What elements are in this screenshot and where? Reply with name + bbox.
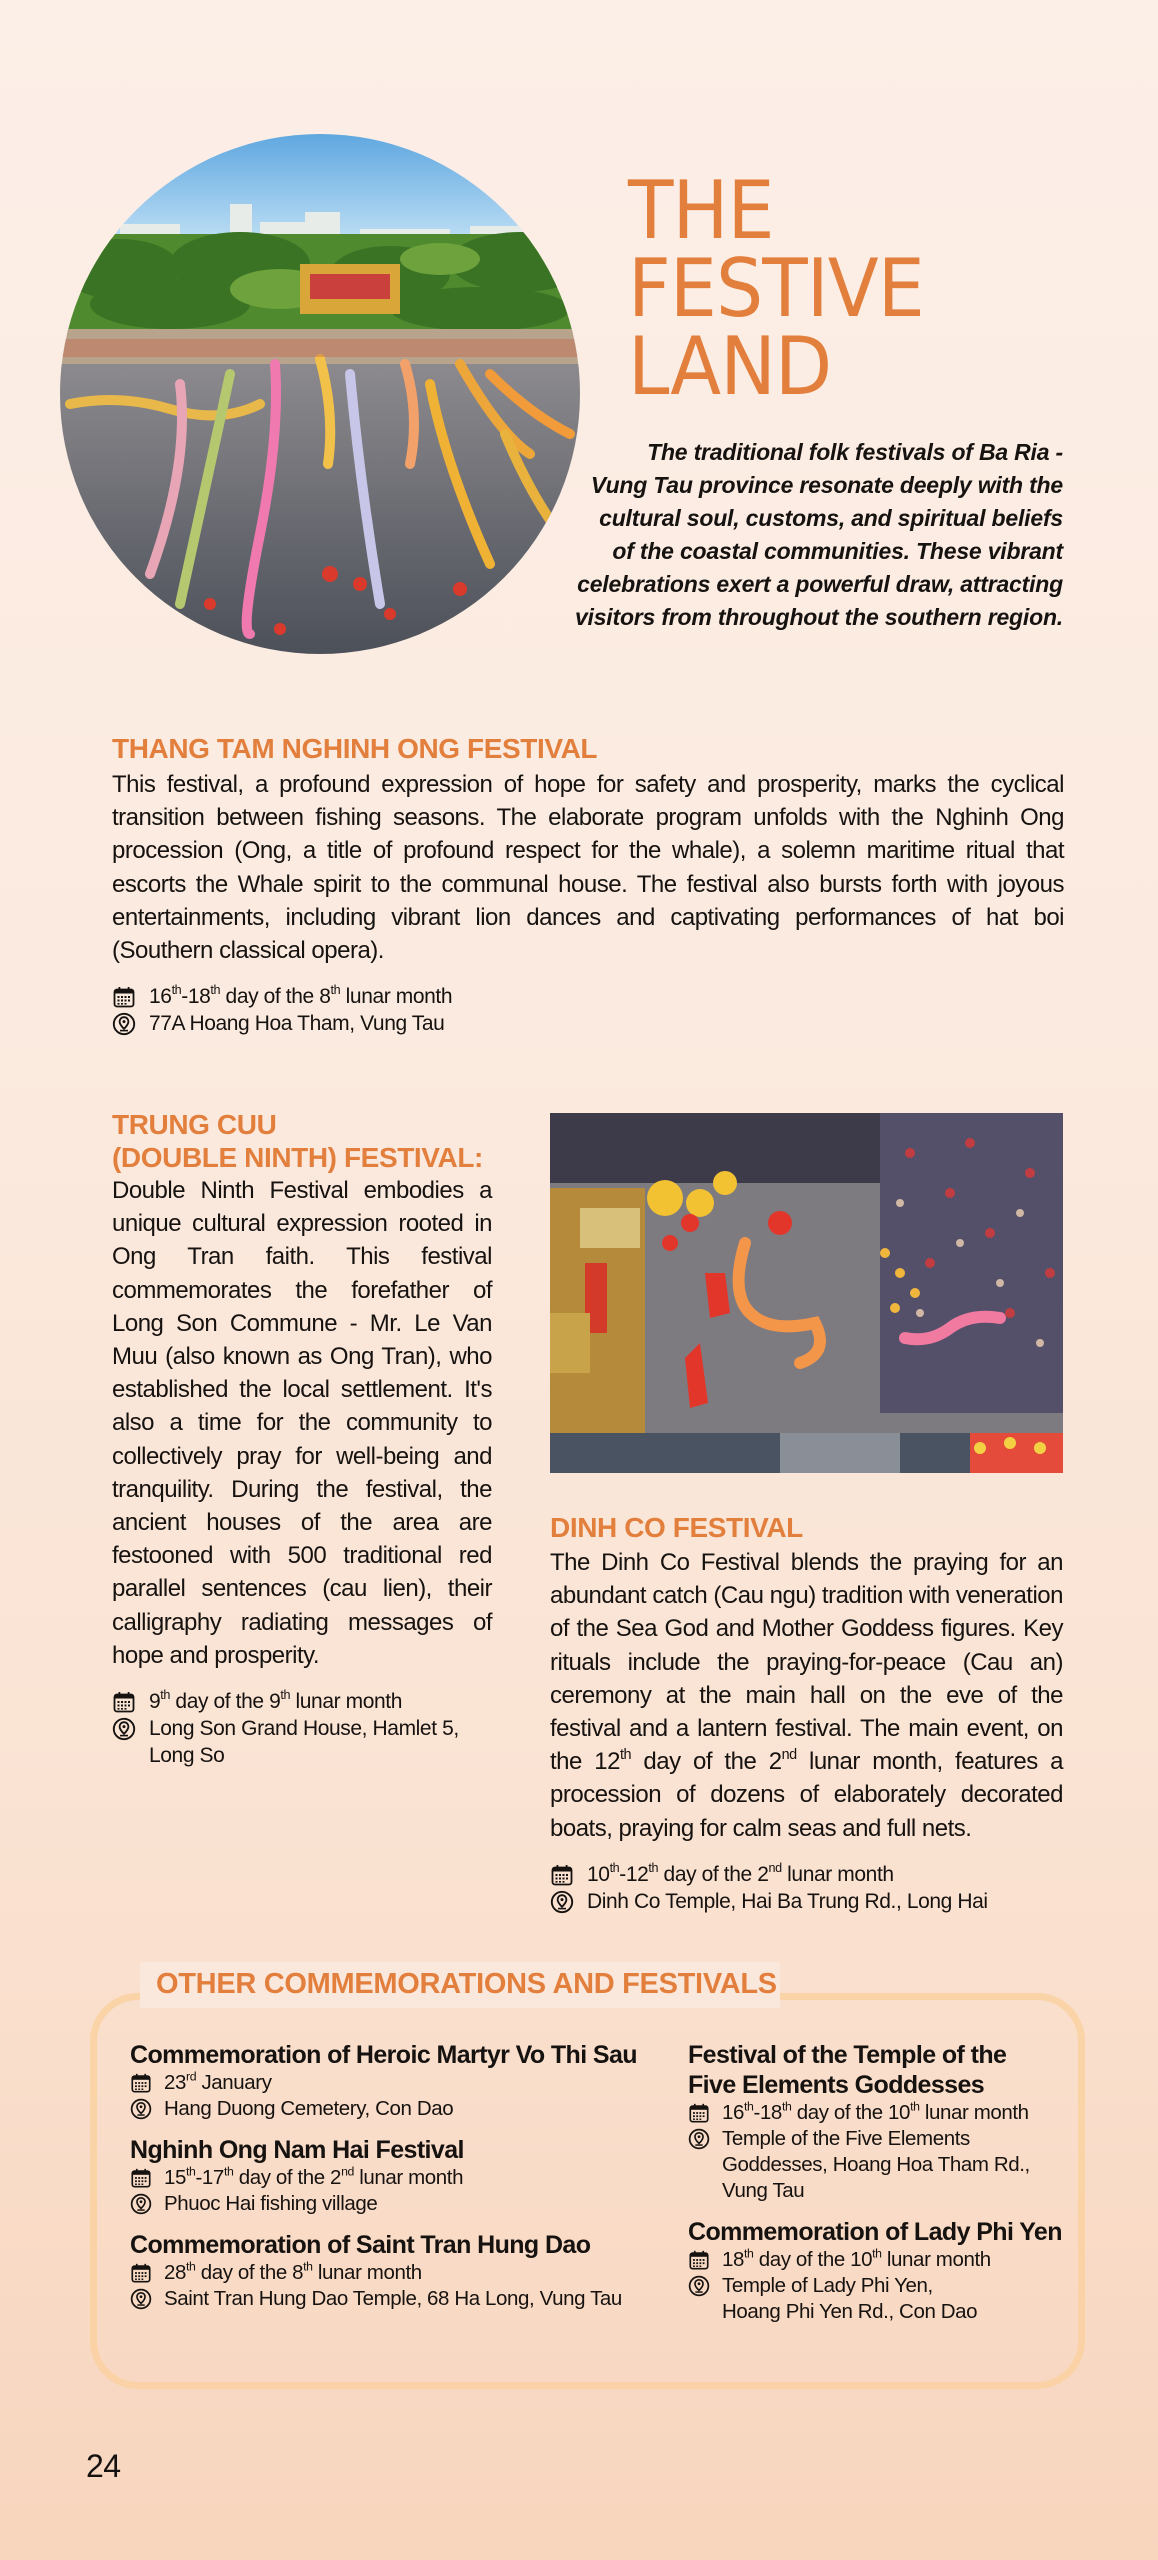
text-fragment: lunar month (919, 2101, 1029, 2124)
text-fragment: Long So (149, 1744, 225, 1768)
hero-photo-dragon-parade (60, 134, 580, 654)
calendar-icon (130, 2262, 152, 2284)
text-fragment: 16 (149, 985, 172, 1009)
text-fragment: 17 (201, 2166, 224, 2189)
map-pin-icon (688, 2128, 710, 2150)
map-pin-icon (688, 2275, 710, 2297)
event-item (130, 2040, 660, 2122)
text-fragment: 23 (164, 2071, 187, 2094)
dinh-co-festival-photo (550, 1113, 1063, 1473)
date-text (149, 1688, 402, 1715)
date-row (112, 1688, 492, 1715)
text-fragment: (DOUBLE NINTH) FESTIVAL: (112, 1142, 483, 1173)
map-pin-icon (130, 2288, 152, 2310)
text-fragment: day of the (658, 1862, 758, 1886)
text-fragment: Festival of the Temple of the (688, 2041, 1007, 2069)
map-pin-icon (550, 1890, 574, 1914)
location-text (149, 1715, 459, 1769)
location-text (722, 2126, 1030, 2204)
location-text: Phuoc Hai fishing village (164, 2192, 378, 2215)
map-pin-icon (112, 1012, 136, 1036)
date-row (550, 1861, 1063, 1888)
calendar-icon (112, 985, 136, 1009)
festival-title (112, 1108, 492, 1174)
date-text (164, 2070, 272, 2096)
festival-meta (112, 1688, 492, 1769)
ordinal-suffix: nd (341, 2164, 354, 2179)
text-fragment: 18 (722, 2248, 745, 2271)
event-title (688, 2040, 1068, 2100)
ordinal-suffix: nd (781, 1747, 797, 1764)
intro-line: of the coastal communities. These vibrant (612, 538, 1063, 564)
festival-description: This festival, a profound expression of hope for safety and prosperity, marks the cyclical transition between fishing seasons. The elaborate program unfolds with the Nghinh Ong procession (Ong, a title of profound respect for the whale), a solemn maritime ritual that escorts the Whale spirit to the communal house. The festival also bursts forth with joyous entertainments, including vibrant lion dances and captivating performances of hat boi (Southern classical opera). (112, 771, 1064, 965)
festival-meta (112, 983, 1064, 1037)
text-fragment: 18 (187, 985, 211, 1009)
date-row (130, 2070, 660, 2096)
location-text: Hang Duong Cemetery, Con Dao (164, 2097, 454, 2120)
text-fragment: Temple of Lady Phi Yen, (722, 2274, 933, 2297)
ordinal-suffix: th (171, 983, 182, 998)
other-festivals-left-column (130, 2040, 660, 2325)
event-title: Commemoration of Saint Tran Hung Dao (130, 2231, 591, 2259)
location-row (130, 2286, 660, 2312)
event-item (130, 2230, 660, 2312)
text-fragment: day of the (791, 2101, 889, 2124)
text-fragment: 16 (722, 2101, 745, 2124)
date-row (688, 2247, 1068, 2273)
date-text (164, 2260, 422, 2286)
text-fragment: 15 (164, 2166, 187, 2189)
text-fragment: Five Elements Goddesses (688, 2071, 985, 2099)
text-fragment: - (181, 985, 188, 1009)
text-fragment: lunar month (290, 1690, 403, 1714)
text-fragment: 10 (888, 2101, 911, 2124)
date-row (130, 2260, 660, 2286)
text-fragment: TRUNG CUU (112, 1109, 277, 1140)
calendar-icon (130, 2167, 152, 2189)
text-fragment: day of the (753, 2248, 851, 2271)
location-text (722, 2273, 977, 2325)
text-fragment: lunar month (353, 2166, 464, 2189)
text-fragment: 2 (768, 1748, 782, 1776)
ordinal-suffix: th (186, 2164, 196, 2179)
text-fragment: Temple of the Five Elements (722, 2127, 970, 2150)
location-row (130, 2191, 660, 2217)
text-fragment: Hoang Phi Yen Rd., Con Dao (722, 2300, 978, 2323)
text-fragment: 8 (292, 2261, 304, 2284)
ordinal-suffix: th (744, 2099, 754, 2114)
text-fragment: day of the (631, 1748, 769, 1776)
text-fragment: 12 (594, 1748, 620, 1776)
ordinal-suffix: th (609, 1861, 620, 1876)
ordinal-suffix: th (280, 1688, 291, 1703)
event-item (688, 2040, 1068, 2204)
intro-line: celebrations exert a powerful draw, attracting (577, 571, 1063, 597)
text-fragment: January (196, 2071, 272, 2094)
event-item (130, 2135, 660, 2217)
location-row (550, 1888, 1063, 1915)
event-title: Nghinh Ong Nam Hai Festival (130, 2136, 464, 2164)
calendar-icon (130, 2072, 152, 2094)
ordinal-suffix: th (910, 2099, 920, 2114)
ordinal-suffix: th (330, 983, 341, 998)
festival-thang-tam (112, 732, 1064, 1037)
text-fragment: Vung Tau (722, 2179, 805, 2202)
text-fragment: 9 (149, 1690, 161, 1714)
ordinal-suffix: th (303, 2259, 313, 2274)
map-pin-icon (130, 2098, 152, 2120)
map-pin-icon (130, 2193, 152, 2215)
text-fragment: lunar month (312, 2261, 422, 2284)
text-fragment: 12 (625, 1862, 649, 1886)
date-text (722, 2247, 991, 2273)
festival-trung-cuu (112, 1108, 492, 1769)
title-line: THE (628, 164, 774, 257)
ordinal-suffix: th (872, 2246, 882, 2261)
date-row (130, 2165, 660, 2191)
event-title: Commemoration of Lady Phi Yen (688, 2218, 1062, 2246)
text-fragment: - (619, 1862, 626, 1886)
ordinal-suffix: nd (768, 1861, 782, 1876)
calendar-icon (550, 1863, 574, 1887)
location-row (130, 2096, 660, 2122)
text-fragment: day of the (195, 2261, 293, 2284)
date-row (688, 2100, 1068, 2126)
intro-line: cultural soul, customs, and spiritual beliefs (599, 505, 1063, 531)
text-fragment: 2 (330, 2166, 342, 2189)
date-text (149, 983, 452, 1010)
text-fragment: 28 (164, 2261, 187, 2284)
calendar-icon (688, 2102, 710, 2124)
intro-paragraph (545, 436, 1063, 634)
text-fragment: Goddesses, Hoang Hoa Tham Rd., (722, 2153, 1030, 2176)
event-title: Commemoration of Heroic Martyr Vo Thi Sau (130, 2041, 637, 2069)
intro-line: visitors from throughout the southern region. (574, 604, 1063, 630)
other-festivals-right-column (688, 2040, 1068, 2338)
festival-title: THANG TAM NGHINH ONG FESTIVAL (112, 733, 598, 764)
intro-line: Vung Tau province resonate deeply with the (590, 472, 1063, 498)
event-item (688, 2217, 1068, 2325)
festival-description (550, 1546, 1063, 1845)
ordinal-suffix: th (210, 983, 221, 998)
text-fragment: 2 (757, 1862, 769, 1886)
text-fragment: lunar month (881, 2248, 991, 2271)
date-text (722, 2100, 1029, 2126)
ordinal-suffix: th (186, 2259, 196, 2274)
ordinal-suffix: th (744, 2246, 754, 2261)
ordinal-suffix: th (223, 2164, 234, 2179)
map-pin-icon (112, 1717, 136, 1741)
ordinal-suffix: th (619, 1747, 631, 1764)
ordinal-suffix: th (781, 2099, 792, 2114)
text-fragment: 10 (587, 1862, 610, 1886)
date-row (112, 983, 1064, 1010)
location-row (112, 1010, 1064, 1037)
location-text: Saint Tran Hung Dao Temple, 68 Ha Long, Vung Tau (164, 2287, 622, 2310)
text-fragment: - (753, 2101, 760, 2124)
text-fragment: lunar month (340, 985, 453, 1009)
text-fragment: day of the (169, 1690, 270, 1714)
festival-dinh-co (550, 1511, 1063, 1915)
text-fragment: - (195, 2166, 202, 2189)
location-row (688, 2273, 1068, 2325)
text-fragment: day of the (233, 2166, 331, 2189)
date-text (587, 1861, 894, 1888)
text-fragment: 18 (759, 2101, 782, 2124)
ordinal-suffix: th (160, 1688, 170, 1703)
date-text (164, 2165, 463, 2191)
ordinal-suffix: rd (186, 2069, 197, 2084)
festival-meta (550, 1861, 1063, 1915)
festival-title: DINH CO FESTIVAL (550, 1512, 803, 1543)
page-title (628, 164, 1000, 413)
text-fragment: 10 (850, 2248, 873, 2271)
text-fragment: lunar month, features a procession of dozens of elaborately decorated boats, praying for calm seas and full nets. (550, 1748, 1064, 1842)
text-fragment: lunar month (781, 1862, 894, 1886)
title-line: FESTIVE (628, 242, 924, 335)
text-fragment: day of the (220, 985, 320, 1009)
intro-line: The traditional folk festivals of Ba Ria - (647, 439, 1063, 465)
text-fragment: Long Son Grand House, Hamlet 5, (149, 1717, 459, 1741)
festival-description: Double Ninth Festival embodies a unique cultural expression rooted in Ong Tran faith. This festival commemorates the forefather of Long Son Commune - Mr. Le Van Muu (also known as Ong Tran), who established the local settlement. It's also a time for the community to collectively pray for well-being and tranquility. During the festival, the ancient houses of the area are festooned with 500 traditional red parallel sentences (cau lien), their calligraphy radiating messages of hope and prosperity. (112, 1177, 492, 1669)
location-text: 77A Hoang Hoa Tham, Vung Tau (149, 1012, 445, 1036)
text-fragment: 9 (269, 1690, 281, 1714)
text-fragment: 8 (319, 985, 331, 1009)
location-text: Dinh Co Temple, Hai Ba Trung Rd., Long Hai (587, 1889, 988, 1913)
other-festivals-title: OTHER COMMEMORATIONS AND FESTIVALS (156, 1968, 777, 2000)
location-row (688, 2126, 1068, 2204)
calendar-icon (688, 2249, 710, 2271)
ordinal-suffix: th (648, 1861, 659, 1876)
page-number: 24 (86, 2448, 121, 2484)
text-fragment: The Dinh Co Festival blends the praying for an abundant catch (Cau ngu) tradition with veneration of the Sea God and Mother Goddess figures. Key rituals include the praying-for-peace (Cau an) ceremony at the main hall on the eve of the festival and a lantern festival. The main event, on the (550, 1549, 1063, 1776)
calendar-icon (112, 1690, 136, 1714)
location-row (112, 1715, 492, 1769)
title-line: LAND (628, 320, 832, 413)
